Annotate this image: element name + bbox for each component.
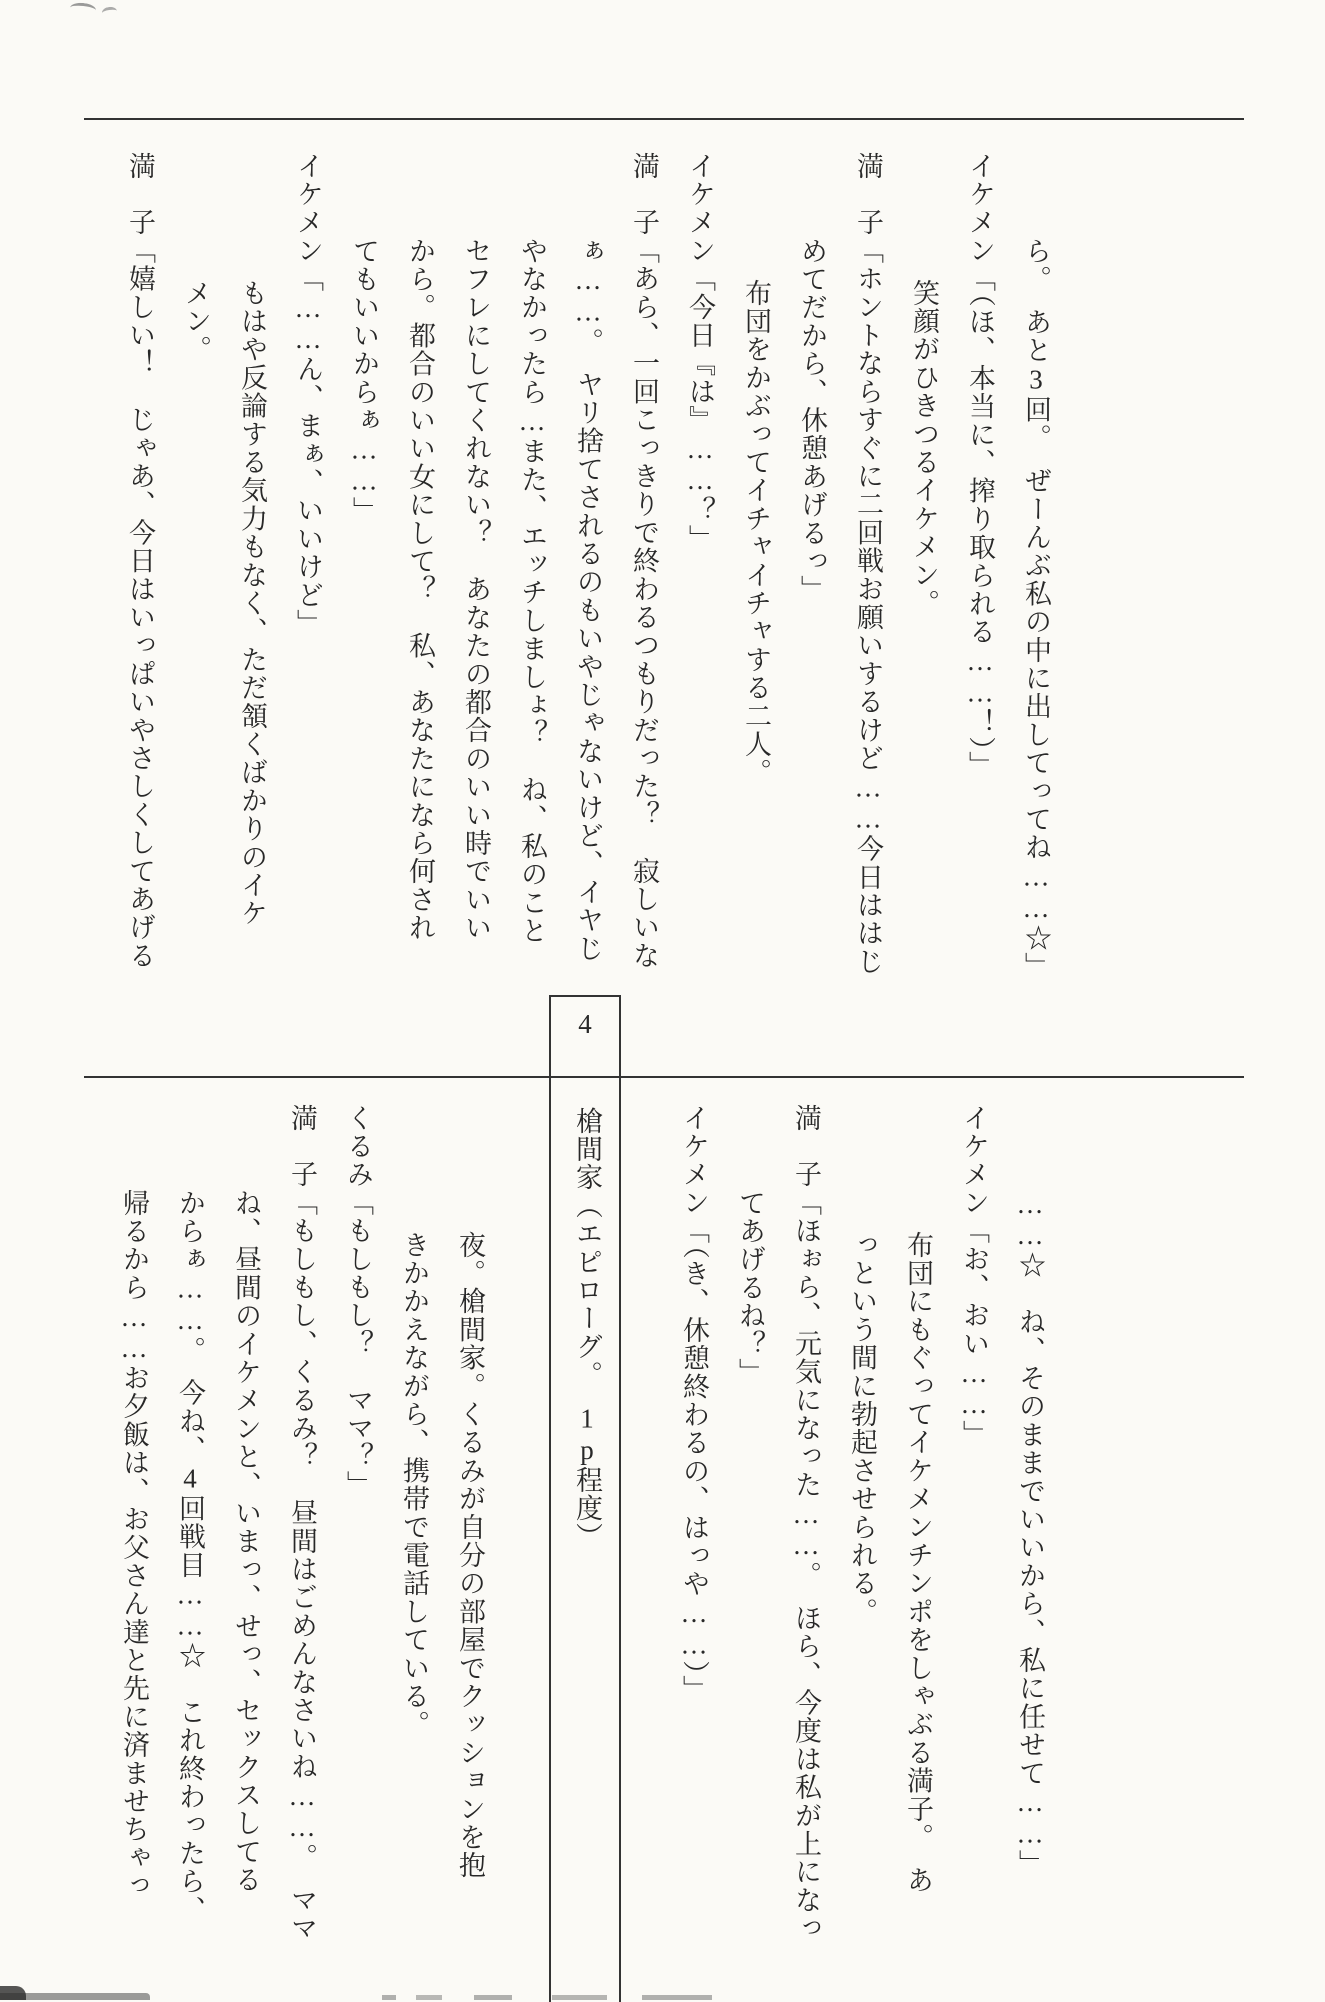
script-line: てあげるね？」 xyxy=(735,1189,765,1387)
scan-artifact xyxy=(101,6,117,18)
script-line: 帰るから……お夕飯は、お父さん達と先に済ませちゃっ xyxy=(119,1189,149,1900)
script-line: ら。 あと3回。 ぜーんぶ私の中に出してってね……☆」 xyxy=(1021,237,1051,981)
script-line: っという間に勃起させられる。 xyxy=(847,1231,877,1626)
script-line: イケメン「（き、休憩終わるの、はっや……）」 xyxy=(679,1104,709,1704)
page-number: 4 xyxy=(578,1009,592,1039)
scene-marker-box xyxy=(549,995,621,2002)
script-line: 満 子「嬉しい！ じゃあ、今日はいっぱいやさしくしてあげる xyxy=(125,152,155,970)
script-line: メン。 xyxy=(181,279,211,364)
scan-artifact xyxy=(69,2,96,17)
scan-artifact xyxy=(0,1986,26,2000)
script-line: きかかえながら、携帯で電話している。 xyxy=(399,1231,429,1739)
bottom-left-text-block xyxy=(106,1104,498,1964)
script-line: めてだから、休憩あげるっ」 xyxy=(797,237,827,604)
scene-heading: 槍間家（エピローグ。 1p程度） xyxy=(572,1107,602,1551)
script-line: イケメン「（ほ、本当に、搾り取られる……！）」 xyxy=(965,152,995,780)
script-line: イケメン「お、おい……」 xyxy=(959,1104,989,1449)
script-line: ぁ……。 ヤリ捨てされるのもいやじゃないけど、イヤじ xyxy=(573,237,603,963)
middle-divider-rule xyxy=(84,1076,1244,1078)
script-line: もはや反論する気力もなく、ただ頷くばかりのイケ xyxy=(237,279,267,928)
top-divider-rule xyxy=(84,118,1244,120)
script-line: やなかったら…また、エッチしましょ？ ね、私のこと xyxy=(517,237,547,945)
script-line: イケメン「今日『は』……？」 xyxy=(685,152,715,553)
script-line: 布団にもぐってイケメンチンポをしゃぶる満子。 あ xyxy=(903,1231,933,1895)
script-line: ね、昼間のイケメンと、いまっ、せっ、セックスしてる xyxy=(231,1189,261,1894)
scan-artifact xyxy=(382,1995,712,2000)
script-line: 満 子「ホントならすぐに二回戦お願いするけど……今日ははじ xyxy=(853,152,883,976)
script-line: 満 子「あら、一回こっきりで終わるつもりだった？ 寂しいな xyxy=(629,152,659,970)
top-text-block xyxy=(112,152,1064,1012)
script-line: セフレにしてくれない？ あなたの都合のいい時でいい xyxy=(461,237,491,942)
script-line: から。都合のいい女にして？ 私、あなたになら何され xyxy=(405,237,435,942)
script-line: 満 子「もしもし、くるみ？ 昼間はごめんなさいね……。 ママ xyxy=(287,1104,317,1943)
bottom-right-text-block xyxy=(666,1104,1058,1964)
script-line: ……☆ ね、そのままでいいから、私に任せて……」 xyxy=(1015,1189,1045,1878)
script-line: 夜。槍間家。くるみが自分の部屋でクッションを抱 xyxy=(455,1231,485,1880)
scan-artifact xyxy=(0,1993,150,2000)
script-line: からぁ……。 今ね、4回戦目……☆ これ終わったら、 xyxy=(175,1189,205,1924)
script-line: 布団をかぶってイチャイチャする二人。 xyxy=(741,279,771,787)
script-line: てもいいからぁ……」 xyxy=(349,237,379,525)
script-line: 満 子「ほぉら、元気になった……。 ほら、今度は私が上になっ xyxy=(791,1104,821,1943)
script-line: イケメン「……ん、まぁ、いいけど」 xyxy=(293,152,323,638)
script-line: 笑顔がひきつるイケメン。 xyxy=(909,279,939,618)
script-line: くるみ「もしもし？ ママ？」 xyxy=(343,1104,373,1499)
